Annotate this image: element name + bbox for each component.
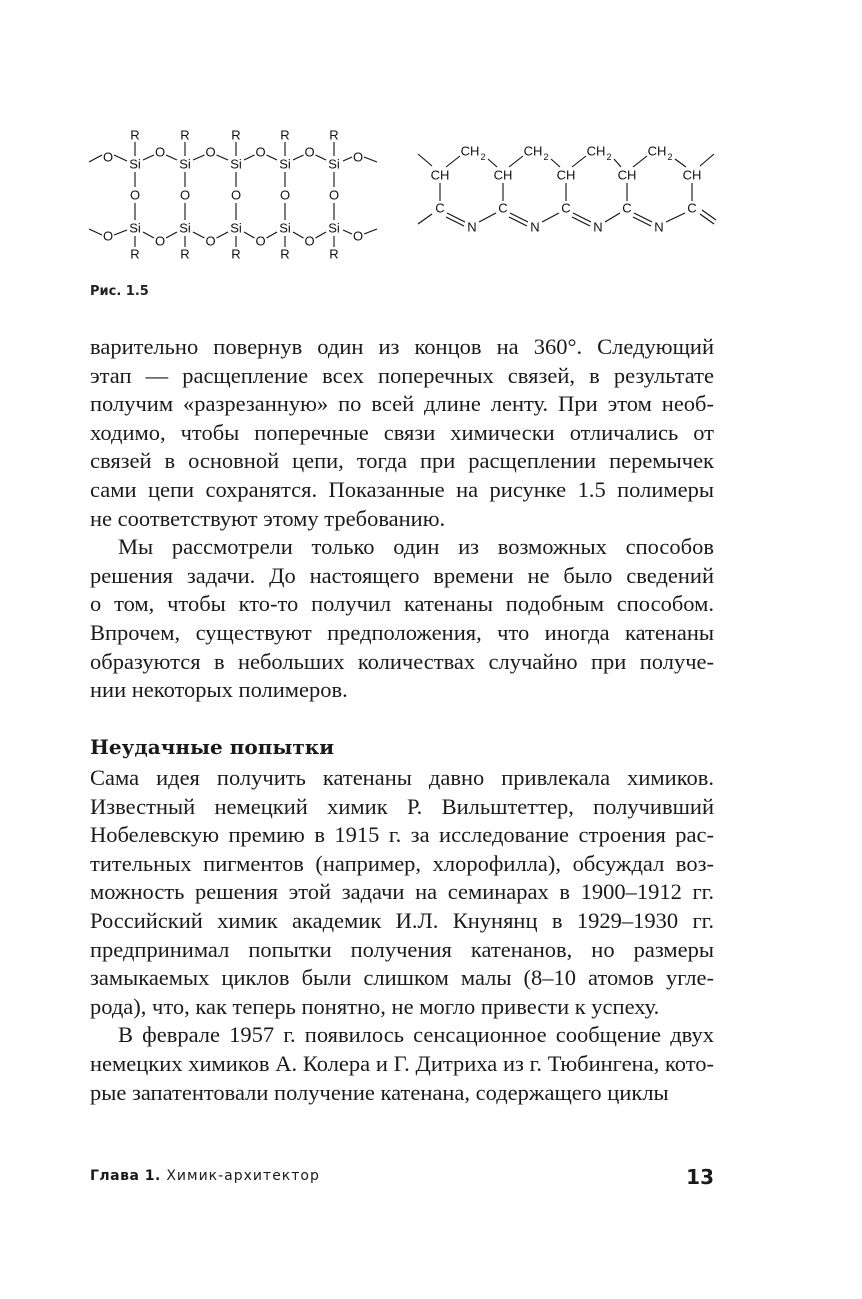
- carbon-atom: C: [687, 200, 697, 216]
- carbon-atom: C: [435, 200, 445, 216]
- r-group: R: [280, 246, 290, 262]
- ch-group: CH: [682, 167, 702, 183]
- bond: [316, 232, 327, 238]
- bond: [633, 217, 651, 226]
- text-line: тительных пигментов (например, хлорофилла), обсуждал воз-: [90, 850, 714, 876]
- bond: [573, 213, 591, 222]
- ch2-group: CH: [523, 143, 543, 159]
- bond: [364, 157, 377, 162]
- text-line: замыкаемых циклов были слишком малы (8–10 атомов угле-: [90, 965, 714, 991]
- bond: [114, 155, 127, 161]
- nitrogen-atom: N: [593, 219, 603, 235]
- text-line: связей в основной цепи, тогда при расщеплении перемычек: [90, 448, 714, 474]
- bond: [509, 156, 523, 167]
- silicon-atom: Si: [230, 220, 242, 236]
- bond: [89, 155, 102, 162]
- r-group: R: [231, 246, 241, 262]
- oxygen-atom: O: [102, 228, 114, 244]
- chapter-number: Глава 1.: [90, 1168, 161, 1184]
- section-body-text: [90, 764, 714, 1107]
- bond: [700, 154, 714, 166]
- r-group: R: [130, 127, 140, 143]
- oxygen-atom: O: [205, 233, 216, 249]
- text-line: рые запатентовали получение катенана, содержащего циклы: [90, 1079, 669, 1105]
- text-line: варительно повернув один из концов на 360°. Следующий: [90, 334, 714, 359]
- bond: [572, 217, 590, 226]
- bond: [551, 159, 560, 167]
- text-line: Сама идея получить катенаны давно привлекала химиков.: [90, 765, 714, 790]
- text-line: предпринимал попытки получения катенанов, но размеры: [90, 936, 714, 962]
- bond: [633, 156, 647, 167]
- r-group: R: [231, 127, 241, 143]
- figure-caption: Рис. 1.5: [90, 284, 149, 299]
- ch2-group: CH: [647, 143, 667, 159]
- bond: [572, 156, 586, 167]
- nitrogen-atom: N: [530, 219, 540, 235]
- silicon-atom: Si: [179, 156, 191, 172]
- silicon-atom: Si: [179, 220, 191, 236]
- bond: [343, 157, 352, 161]
- oxygen-atom: O: [328, 187, 340, 203]
- bond: [166, 232, 177, 238]
- bond: [267, 232, 278, 238]
- section-heading: Неудачные попытки: [90, 735, 335, 759]
- r-group: R: [280, 127, 290, 143]
- bond: [193, 232, 205, 238]
- ch-group: CH: [556, 167, 576, 183]
- text-line: сами цепи сохранятся. Показанные на рисунке 1.5 полимеры: [90, 476, 714, 502]
- text-line: ходимо, чтобы поперечные связи химически отличались от: [90, 419, 714, 445]
- subscript-2: 2: [667, 152, 673, 162]
- bond: [666, 213, 685, 222]
- bond: [143, 155, 154, 160]
- carbon-atom: C: [622, 200, 632, 216]
- text-line: можность решения этой задачи на семинарах в 1900–1912 гг.: [90, 879, 714, 905]
- carbon-atom: C: [561, 200, 571, 216]
- text-line: о том, чтобы кто-то получил катенаны подобным способом.: [90, 591, 714, 617]
- text-line: немецких химиков А. Колера и Г. Дитриха из г. Тюбингена, кото-: [90, 1050, 714, 1076]
- text-line: рода), что, как теперь понятно, не могло привести к успеху.: [90, 993, 660, 1019]
- silicon-atom: Si: [328, 156, 340, 172]
- text-line: нии некоторых полимеров.: [90, 677, 348, 703]
- bond: [446, 217, 464, 226]
- oxygen-atom: O: [179, 187, 191, 203]
- bond: [634, 213, 652, 222]
- text-line: Впрочем, существуют предположения, что иногда катенаны: [90, 619, 714, 645]
- oxygen-atom: O: [129, 187, 141, 203]
- bond: [244, 155, 255, 160]
- page-footer: [90, 1165, 714, 1189]
- nitrogen-atom: N: [467, 219, 477, 235]
- text-line: образуются в небольших количествах случайно при получе-: [90, 648, 714, 674]
- bond: [293, 155, 304, 160]
- r-group: R: [329, 127, 339, 143]
- oxygen-atom: O: [255, 144, 266, 160]
- oxygen-atom: O: [304, 233, 315, 249]
- bond: [217, 232, 229, 238]
- nitrogen-atom: N: [654, 219, 664, 235]
- bond: [166, 155, 177, 160]
- bond: [244, 232, 255, 238]
- carbon-atom: C: [498, 200, 508, 216]
- bond: [418, 154, 432, 166]
- r-group: R: [180, 246, 190, 262]
- silicon-atom: Si: [328, 220, 340, 236]
- bond: [675, 159, 686, 167]
- bond: [702, 210, 716, 220]
- oxygen-atom: O: [102, 149, 114, 165]
- bond: [316, 155, 327, 160]
- chapter-title: Химик-архитектор: [166, 1168, 320, 1184]
- text-line: Мы рассмотрели только один из возможных способов: [118, 534, 714, 560]
- bond: [364, 229, 377, 234]
- bond: [614, 159, 621, 167]
- silicon-atom: Si: [230, 156, 242, 172]
- text-line: решения задачи. До настоящего времени не было сведений: [90, 562, 714, 588]
- bond: [488, 159, 497, 167]
- bond: [700, 214, 714, 224]
- bond: [447, 213, 465, 222]
- oxygen-atom: O: [304, 144, 315, 160]
- oxygen-atom: O: [352, 149, 364, 165]
- ch-group: CH: [617, 167, 637, 183]
- ch-group: CH: [430, 167, 450, 183]
- bond: [293, 232, 304, 238]
- text-line: не соответствуют этому требованию.: [90, 505, 446, 531]
- silicon-atom: Si: [129, 220, 141, 236]
- bond: [510, 213, 528, 222]
- body-text: [90, 333, 714, 705]
- bond: [509, 217, 527, 226]
- bond: [605, 213, 620, 222]
- ch2-group: CH: [586, 143, 606, 159]
- bond: [267, 155, 278, 160]
- figure-1-5-polymer-structures: [0, 0, 862, 290]
- text-line: получим «разрезанную» по всей длине ленту. При этом необ-: [90, 391, 714, 417]
- bond: [343, 230, 352, 234]
- r-group: R: [180, 127, 190, 143]
- bond: [193, 155, 205, 160]
- bond: [114, 230, 127, 235]
- text-line: Нобелевскую премию в 1915 г. за исследование строения рас-: [90, 822, 714, 848]
- page-number: 13: [686, 1165, 714, 1189]
- silicon-atom: Si: [129, 156, 141, 172]
- bond: [418, 214, 432, 224]
- bond: [217, 155, 229, 160]
- ch2-group: CH: [460, 143, 480, 159]
- silicon-atom: Si: [279, 156, 291, 172]
- oxygen-atom: O: [154, 233, 166, 249]
- bond: [89, 229, 102, 235]
- bond: [446, 156, 460, 167]
- bond: [143, 232, 154, 238]
- r-group: R: [329, 246, 339, 262]
- oxygen-atom: O: [279, 187, 291, 203]
- text-line: Российский химик академик И.Л. Кнунянц в 1929–1930 гг.: [90, 907, 714, 933]
- oxygen-atom: O: [205, 144, 216, 160]
- text-line: В феврале 1957 г. появилось сенсационное сообщение двух: [118, 1022, 714, 1048]
- subscript-2: 2: [480, 152, 486, 162]
- bond: [479, 213, 496, 222]
- oxygen-atom: O: [230, 187, 242, 203]
- ch-group: CH: [493, 167, 513, 183]
- subscript-2: 2: [606, 152, 612, 162]
- subscript-2: 2: [543, 152, 549, 162]
- oxygen-atom: O: [255, 233, 266, 249]
- text-line: Известный немецкий химик Р. Вильштеттер, получивший: [90, 793, 714, 819]
- oxygen-atom: O: [352, 228, 364, 244]
- r-group: R: [130, 246, 140, 262]
- bond: [542, 213, 559, 222]
- oxygen-atom: O: [154, 144, 166, 160]
- text-line: этап — расщепление всех поперечных связей, в результате: [90, 362, 714, 388]
- silicon-atom: Si: [279, 220, 291, 236]
